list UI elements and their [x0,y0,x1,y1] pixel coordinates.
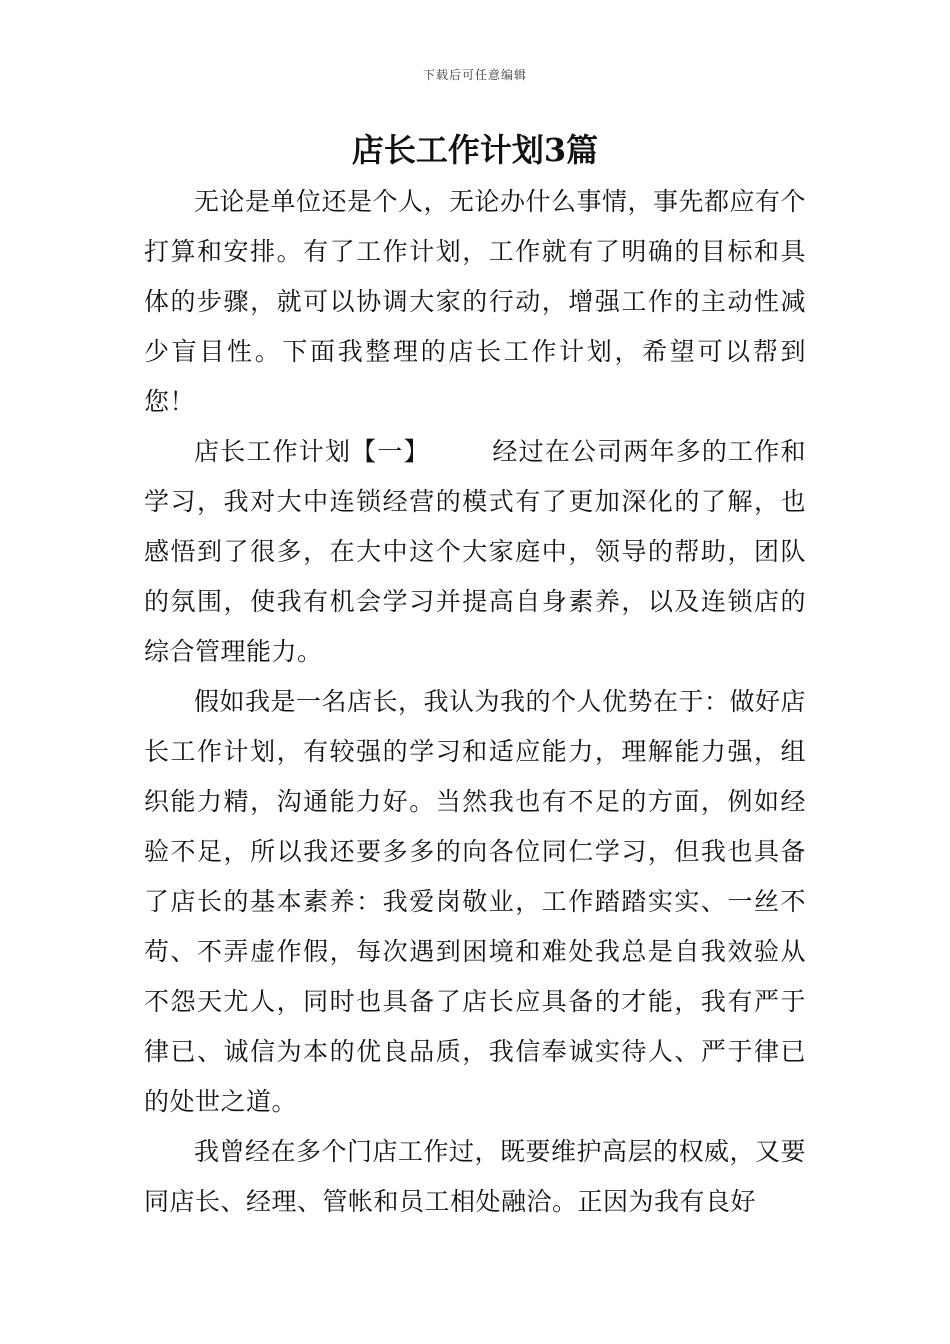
strengths-paragraph: 假如我是一名店长，我认为我的个人优势在于：做好店长工作计划，有较强的学习和适应能力，理解能力强，组织能力精，沟通能力好。当然我也有不足的方面，例如经验不足，所以我还要多多的向各位同仁学习，但我也具备了店长的基本素养：我爱岗敬业，工作踏踏实实、一丝不苟、不弄虚作假，每次遇到困境和难处我总是自我效验从不怨天尤人，同时也具备了店长应具备的才能，我有严于律已、诚信为本的优良品质，我信奉诚实待人、严于律已的处世之道。 [144,687,807,1116]
intro-paragraph: 无论是单位还是个人，无论办什么事情，事先都应有个打算和安排。有了工作计划，工作就有了明确的目标和具体的步骤，就可以协调大家的行动，增强工作的主动性减少盲目性。下面我整理的店长工作计划，希望可以帮到您！ [144,187,807,416]
experience-paragraph: 我曾经在多个门店工作过，既要维护高层的权威，又要同店长、经理、管帐和员工相处融洽。正因为我有良好 [144,1137,807,1216]
document-title: 店长工作计划3篇 [351,131,599,169]
section-one-text: 经过在公司两年多的工作和学习，我对大中连锁经营的模式有了更加深化的了解，也感悟到了很多，在大中这个大家庭中，领导的帮助，团队的氛围，使我有机会学习并提高自身素养，以及连锁店的综合管理能力。 [144,437,806,666]
document-body [144,177,806,1227]
header-note: 下载后可任意编辑 [422,68,527,82]
section-one-paragraph [144,427,806,677]
section-one-heading: 店长工作计划【一】 [194,437,430,466]
